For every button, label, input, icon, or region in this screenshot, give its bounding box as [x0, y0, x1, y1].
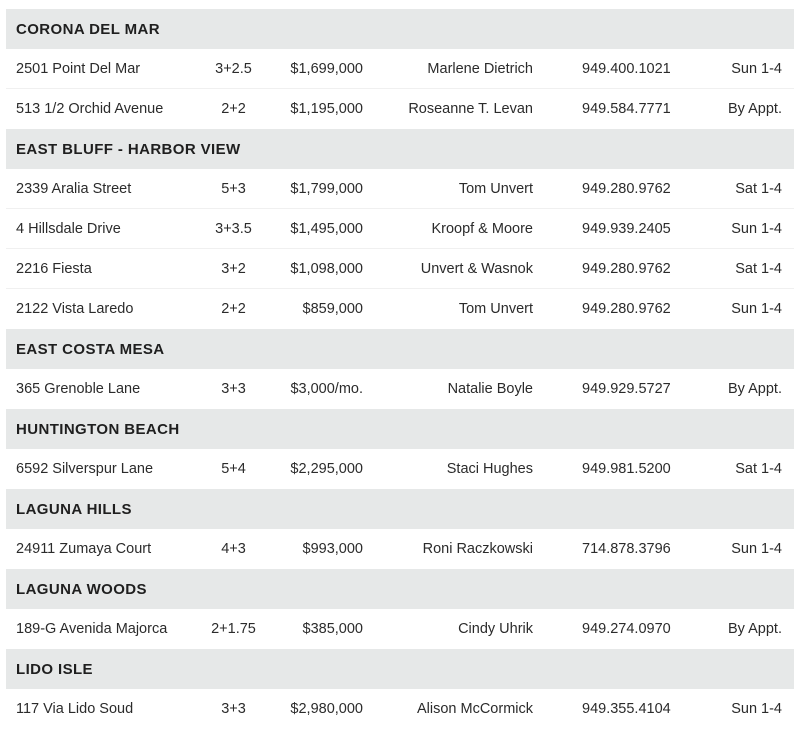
listing-agent: Roseanne T. Levan	[408, 101, 533, 117]
listing-agent: Alison McCormick	[416, 701, 533, 717]
listing-price: $1,495,000	[290, 220, 363, 237]
area-heading: LIDO ISLE	[6, 649, 794, 689]
listing-agent: Natalie Boyle	[447, 381, 533, 397]
area-heading: EAST BLUFF - HARBOR VIEW	[6, 129, 794, 169]
listing-address: 189-G Avenida Majorca	[16, 621, 168, 637]
area-heading: HUNTINGTON BEACH	[6, 409, 794, 449]
listing-phone: 949.355.4104	[582, 701, 671, 717]
listing-address: 513 1/2 Orchid Avenue	[16, 101, 164, 117]
listing-bed-bath: 5+4	[221, 461, 246, 477]
listing-open-time: By Appt.	[727, 381, 782, 397]
listing-open-time: Sun 1-4	[731, 220, 782, 237]
listing-row	[6, 529, 794, 569]
listing-bed-bath: 3+3	[221, 701, 246, 717]
listing-agent: Tom Unvert	[458, 180, 533, 197]
listing-address: 4 Hillsdale Drive	[16, 220, 121, 237]
listing-bed-bath: 2+2	[221, 301, 246, 317]
listing-price: $1,799,000	[290, 180, 363, 197]
listing-open-time: Sun 1-4	[731, 541, 782, 557]
area-heading: LAGUNA WOODS	[6, 569, 794, 609]
listing-phone: 949.274.0970	[582, 621, 671, 637]
listing-agent: Unvert & Wasnok	[420, 260, 533, 277]
listing-address: 2339 Aralia Street	[16, 180, 132, 197]
listing-bed-bath: 2+2	[221, 101, 246, 117]
listing-open-time: By Appt.	[727, 101, 782, 117]
listing-price: $2,295,000	[290, 461, 363, 477]
area-section	[6, 129, 794, 329]
listing-agent: Tom Unvert	[458, 301, 533, 317]
listing-agent: Kroopf & Moore	[431, 220, 533, 237]
area-section	[6, 409, 794, 489]
listing-address: 24911 Zumaya Court	[16, 541, 152, 557]
listing-bed-bath: 2+1.75	[211, 621, 256, 637]
listing-phone: 949.939.2405	[582, 220, 671, 237]
listing-open-time: By Appt.	[727, 621, 782, 637]
listing-row	[6, 369, 794, 409]
listing-bed-bath: 3+3	[221, 381, 246, 397]
listing-bed-bath: 5+3	[221, 180, 246, 197]
listing-phone: 949.280.9762	[582, 180, 671, 197]
area-heading: CORONA DEL MAR	[6, 9, 794, 49]
listing-price: $1,195,000	[290, 101, 363, 117]
listing-price: $2,980,000	[290, 701, 363, 717]
listing-phone: 949.400.1021	[582, 60, 671, 77]
listing-phone: 949.981.5200	[582, 461, 671, 477]
area-section	[6, 329, 794, 409]
listing-bed-bath: 3+2.5	[215, 60, 252, 77]
listing-bed-bath: 3+3.5	[215, 220, 252, 237]
listing-row	[6, 609, 794, 649]
listing-row	[6, 89, 794, 129]
open-house-listings	[6, 9, 794, 729]
listing-address: 117 Via Lido Soud	[16, 701, 134, 717]
listing-agent: Cindy Uhrik	[458, 621, 533, 637]
listing-price: $993,000	[302, 541, 363, 557]
listing-price: $385,000	[302, 621, 363, 637]
listing-address: 2216 Fiesta	[16, 260, 92, 277]
area-section	[6, 569, 794, 649]
listing-address: 365 Grenoble Lane	[16, 381, 141, 397]
listing-phone: 949.929.5727	[582, 381, 671, 397]
listing-bed-bath: 4+3	[221, 541, 246, 557]
listing-address: 2501 Point Del Mar	[16, 60, 141, 77]
area-section	[6, 9, 794, 129]
listing-bed-bath: 3+2	[221, 260, 246, 277]
area-heading: LAGUNA HILLS	[6, 489, 794, 529]
listing-open-time: Sun 1-4	[731, 60, 782, 77]
area-heading: EAST COSTA MESA	[6, 329, 794, 369]
listing-price: $1,098,000	[290, 260, 363, 277]
listing-agent: Marlene Dietrich	[427, 60, 533, 77]
listing-open-time: Sat 1-4	[735, 180, 782, 197]
listing-price: $3,000/mo.	[290, 381, 363, 397]
listing-phone: 949.584.7771	[582, 101, 671, 117]
listing-price: $859,000	[302, 301, 363, 317]
listing-row	[6, 169, 794, 209]
area-section	[6, 649, 794, 729]
listing-agent: Staci Hughes	[446, 461, 533, 477]
listing-row	[6, 49, 794, 89]
listing-open-time: Sat 1-4	[735, 461, 782, 477]
listing-open-time: Sun 1-4	[731, 301, 782, 317]
listing-agent: Roni Raczkowski	[422, 541, 533, 557]
listing-phone: 714.878.3796	[582, 541, 671, 557]
listing-row	[6, 249, 794, 289]
listing-address: 2122 Vista Laredo	[16, 301, 134, 317]
listing-open-time: Sat 1-4	[735, 260, 782, 277]
listing-row	[6, 289, 794, 329]
listing-row	[6, 209, 794, 249]
listing-row	[6, 689, 794, 729]
listing-open-time: Sun 1-4	[731, 701, 782, 717]
listing-phone: 949.280.9762	[582, 260, 671, 277]
listing-address: 6592 Silverspur Lane	[16, 461, 154, 477]
area-section	[6, 489, 794, 569]
listing-phone: 949.280.9762	[582, 301, 671, 317]
listing-price: $1,699,000	[290, 60, 363, 77]
listing-row	[6, 449, 794, 489]
